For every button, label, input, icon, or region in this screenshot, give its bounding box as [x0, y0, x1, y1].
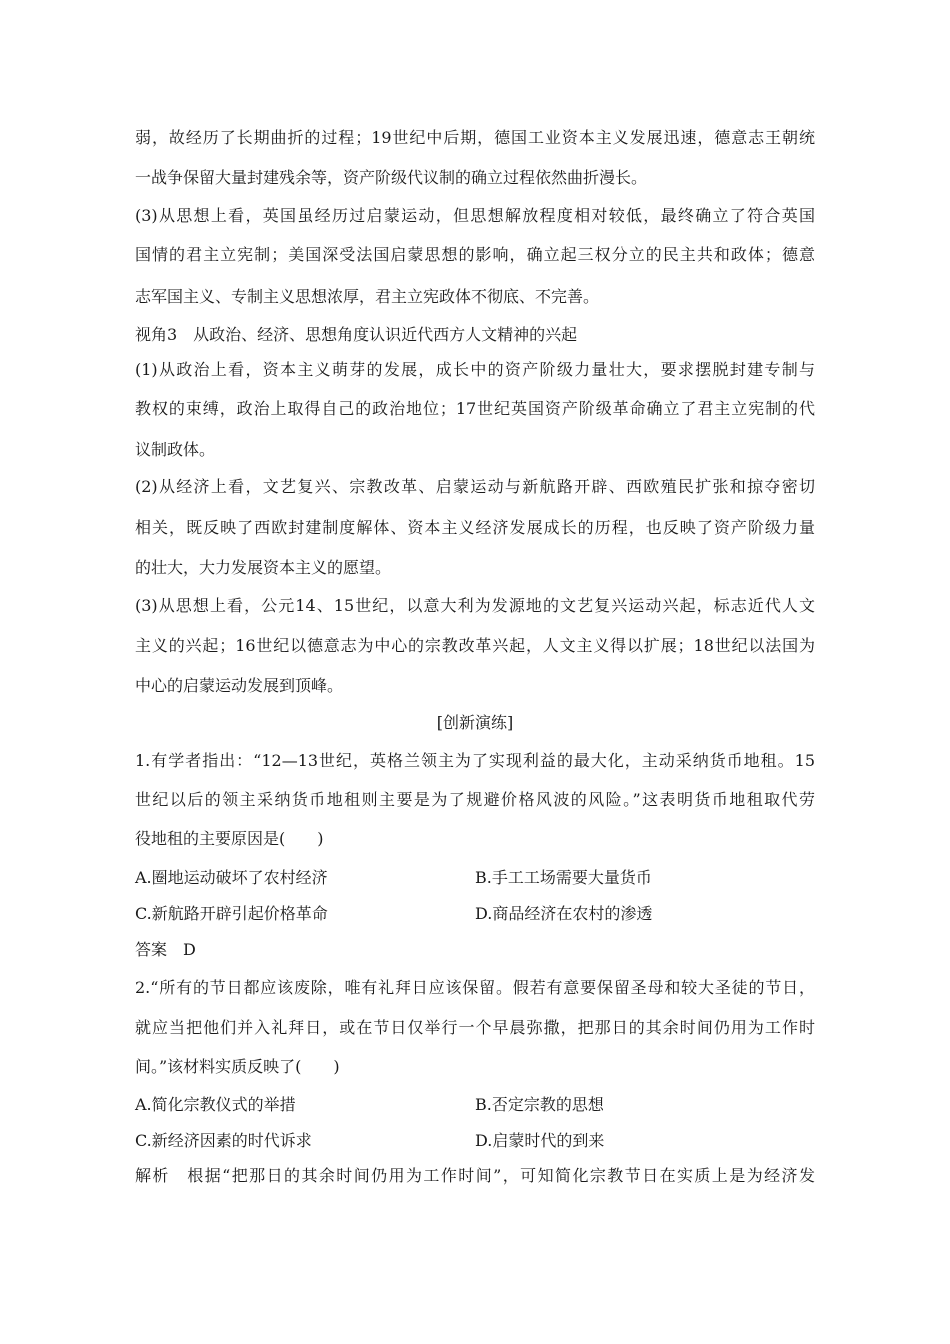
text-line: 相关，既反映了西欧封建制度解体、资本主义经济发展成长的历程，也反映了资产阶级力量	[135, 518, 815, 537]
option-d: D.商品经济在农村的渗透	[475, 904, 653, 923]
option-d: D.启蒙时代的到来	[475, 1131, 605, 1150]
option-a: A.简化宗教仪式的举措	[135, 1095, 296, 1114]
question-line: 就应当把他们并入礼拜日，或在节日仅举行一个早晨弥撒，把那日的其余时间仍用为工作时	[135, 1018, 815, 1037]
text-line: 议制政体。	[135, 440, 216, 459]
option-b: B.否定宗教的思想	[475, 1095, 604, 1114]
text-line: 中心的启蒙运动发展到顶峰。	[135, 676, 344, 695]
text-line: 一战争保留大量封建残余等，资产阶级代议制的确立过程依然曲折漫长。	[135, 168, 648, 187]
question-line: 役地租的主要原因是( )	[135, 829, 324, 848]
text-line: 主义的兴起；16世纪以德意志为中心的宗教改革兴起，人文主义得以扩展；18世纪以法国为	[135, 636, 815, 655]
question-line: 间。”该材料实质反映了( )	[135, 1057, 340, 1076]
section-heading: 视角3 从政治、经济、思想角度认识近代西方人文精神的兴起	[135, 325, 578, 344]
text-line: 的壮大，大力发展资本主义的愿望。	[135, 558, 392, 577]
text-line: 教权的束缚，政治上取得自己的政治地位；17世纪英国资产阶级革命确立了君主立宪制的代	[135, 399, 815, 418]
question-line: 2.“所有的节日都应该废除，唯有礼拜日应该保留。假若有意要保留圣母和较大圣徒的节日，	[135, 978, 815, 997]
option-c: C.新经济因素的时代诉求	[135, 1131, 312, 1150]
question-line: 1.有学者指出：“12—13世纪，英格兰领主为了实现利益的最大化，主动采纳货币地租。15	[135, 751, 815, 770]
section-title: [创新演练]	[436, 713, 514, 732]
option-a: A.圈地运动破坏了农村经济	[135, 868, 328, 887]
option-b: B.手工工场需要大量货币	[475, 868, 652, 887]
answer-line: 答案 D	[135, 940, 196, 959]
option-c: C.新航路开辟引起价格革命	[135, 904, 328, 923]
text-line: (3)从思想上看，英国虽经历过启蒙运动，但思想解放程度相对较低，最终确立了符合英国	[135, 206, 815, 225]
analysis-line: 解析 根据“把那日的其余时间仍用为工作时间”，可知简化宗教节日在实质上是为经济发	[135, 1166, 815, 1185]
question-line: 世纪以后的领主采纳货币地租则主要是为了规避价格风波的风险。”这表明货币地租取代劳	[135, 790, 815, 809]
text-line: (3)从思想上看，公元14、15世纪，以意大利为发源地的文艺复兴运动兴起，标志近代人文	[135, 596, 815, 615]
text-line: 国情的君主立宪制；美国深受法国启蒙思想的影响，确立起三权分立的民主共和政体；德意	[135, 245, 815, 264]
text-line: 志军国主义、专制主义思想浓厚，君主立宪政体不彻底、不完善。	[135, 287, 600, 306]
text-line: (1)从政治上看，资本主义萌芽的发展，成长中的资产阶级力量壮大，要求摆脱封建专制与	[135, 360, 815, 379]
text-line: (2)从经济上看，文艺复兴、宗教改革、启蒙运动与新航路开辟、西欧殖民扩张和掠夺密切	[135, 477, 815, 496]
text-line: 弱，故经历了长期曲折的过程；19世纪中后期，德国工业资本主义发展迅速，德意志王朝统	[135, 128, 815, 147]
